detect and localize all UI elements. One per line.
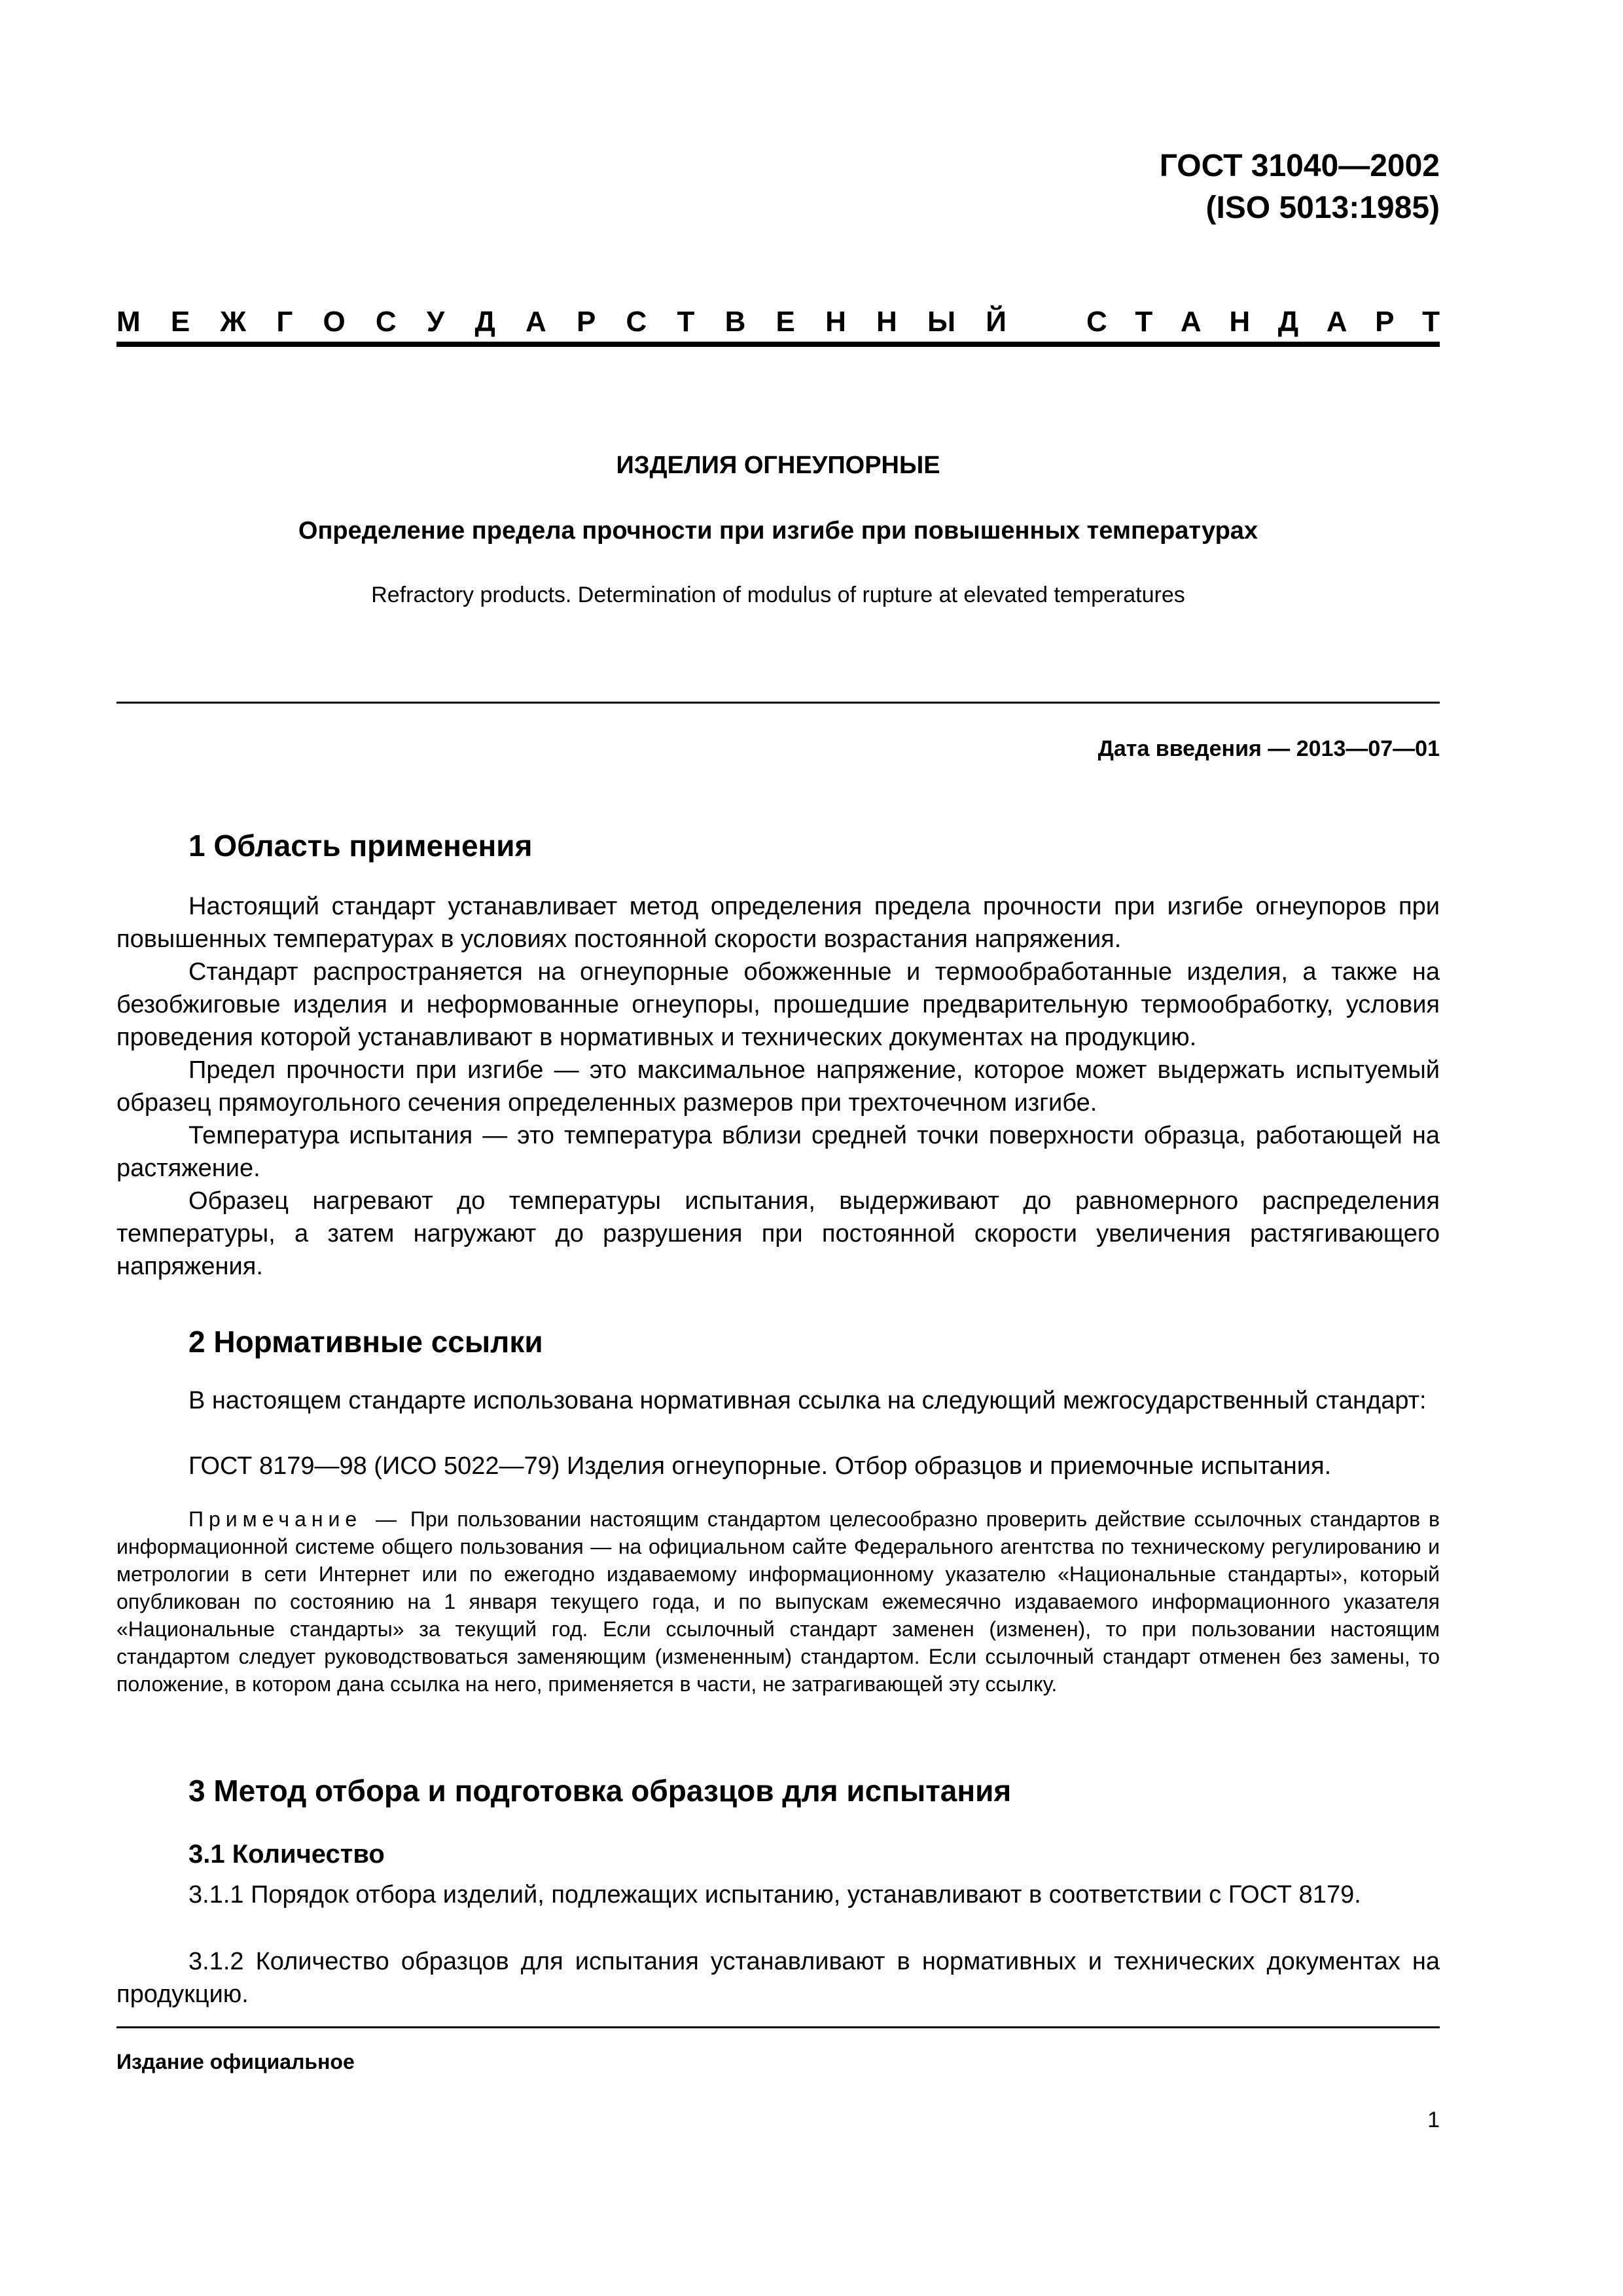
paragraph-text: Образец нагревают до температуры испытания, выдерживают до равномерного распределения температуры, а затем нагружают до разрушения при постоянной скорости увеличения растягивающего напряжения. — [116, 1187, 1440, 1280]
banner-word-interstate — [116, 302, 1007, 342]
banner-letter: Н — [876, 306, 897, 338]
section-3-paragraph — [116, 1878, 1440, 1911]
official-edition-label: Издание официальное — [116, 2050, 355, 2073]
banner-letter: А — [1326, 306, 1347, 338]
banner-letter: М — [116, 306, 141, 338]
section-1-paragraph — [116, 956, 1440, 1054]
banner-letter: Д — [474, 306, 495, 338]
section-3-heading: 3 Метод отбора и подготовка образцов для испытания — [188, 1774, 1012, 1808]
section-2-heading: 2 Нормативные ссылки — [188, 1325, 543, 1359]
introduction-date: Дата введения — 2013—07—01 — [1097, 736, 1440, 761]
paragraph-text: 3.1.1 Порядок отбора изделий, подлежащих испытанию, устанавливают в соответствии с ГОСТ 8179. — [188, 1881, 1361, 1909]
header-rule — [116, 702, 1440, 704]
banner-letter: Т — [1135, 306, 1153, 338]
banner-rule — [116, 342, 1440, 347]
banner-letter: Й — [986, 306, 1007, 338]
banner-letter: С — [375, 306, 397, 338]
section-2-paragraph — [116, 1384, 1440, 1417]
subsection-3-1-heading: 3.1 Количество — [188, 1840, 385, 1869]
section-1-heading: 1 Область применения — [188, 829, 533, 863]
banner-letter: У — [426, 306, 445, 338]
paragraph-text: Настоящий стандарт устанавливает метод определения предела прочности при изгибе огнеупоров при повышенных температурах в условиях постоянной скорости возрастания напряжения. — [116, 893, 1440, 953]
section-2-reference — [116, 1450, 1440, 1482]
banner-letter: Д — [1277, 306, 1299, 338]
banner-word-standard — [1086, 302, 1440, 342]
banner-letter: Г — [276, 306, 293, 338]
section-1-paragraph — [116, 890, 1440, 956]
banner-letter: Ж — [220, 306, 247, 338]
banner-letter: Н — [825, 306, 846, 338]
banner-letter: Ы — [927, 306, 956, 338]
section-1-paragraph — [116, 1054, 1440, 1119]
document-title: ИЗДЕЛИЯ ОГНЕУПОРНЫЕ — [616, 452, 940, 479]
banner-letter: Н — [1229, 306, 1251, 338]
banner-letter: Р — [576, 306, 596, 338]
banner-letter: О — [323, 306, 346, 338]
paragraph-text: В настоящем стандарте использована нормативная ссылка на следующий межгосударственный стандарт: — [188, 1387, 1427, 1414]
note-text: При пользовании настоящим стандартом целесообразно проверить действие ссылочных стандартов в информационной системе общего пользования — на официальном сайте Федерального агентства по техническому регулированию и метрологии в сети Интернет или по ежегодно издаваемому информационному указателю «Национальные стандарты», который опубликован по состоянию на 1 января текущего года, и по выпускам ежемесячно издаваемого информационного указателя «Национальные стандарты» за текущий год. Если ссылочный стандарт заменен (изменен), то при пользовании настоящим стандартом следует руководствоваться заменяющим (измененным) стандартом. Если ссылочный стандарт отменен без замены, то положение, в котором дана ссылка на него, применяется в части, не затрагивающей эту ссылку. — [116, 1507, 1440, 1696]
banner-letter: С — [626, 306, 647, 338]
banner-letter: Е — [170, 306, 190, 338]
iso-code: (ISO 5013:1985) — [1205, 190, 1440, 225]
banner-letter: Т — [1422, 306, 1440, 338]
section-2-note — [116, 1505, 1440, 1698]
banner-letter: В — [724, 306, 746, 338]
paragraph-text: ГОСТ 8179—98 (ИСО 5022—79) Изделия огнеупорные. Отбор образцов и приемочные испытания. — [188, 1452, 1332, 1480]
document-title-english: Refractory products. Determination of modulus of rupture at elevated temperatures — [371, 583, 1185, 607]
banner-letter: Е — [776, 306, 795, 338]
gost-code: ГОСТ 31040—2002 — [1159, 149, 1440, 183]
footer-rule — [116, 2026, 1440, 2028]
banner-letter: С — [1086, 306, 1107, 338]
section-1-paragraph — [116, 1119, 1440, 1185]
note-label: Примечание — — [188, 1507, 402, 1531]
section-3-paragraph — [116, 1945, 1440, 2011]
paragraph-text: Стандарт распространяется на огнеупорные обожженные и термообработанные изделия, а также на безобжиговые изделия и неформованные огнеупоры, прошедшие предварительную термообработку, условия проведения которой устанавливают в нормативных и технических документах на продукцию. — [116, 958, 1440, 1051]
banner-letter: Т — [677, 306, 695, 338]
page-number: 1 — [1427, 2108, 1440, 2132]
paragraph-text: 3.1.2 Количество образцов для испытания устанавливают в нормативных и технических документах на продукцию. — [116, 1948, 1440, 2008]
document-subtitle: Определение предела прочности при изгибе при повышенных температурах — [298, 517, 1258, 545]
banner-letter: А — [1180, 306, 1202, 338]
banner-letter: А — [526, 306, 546, 338]
paragraph-text: Предел прочности при изгибе — это максимальное напряжение, которое может выдержать испытуемый образец прямоугольного сечения определенных размеров при трехточечном изгибе. — [116, 1056, 1440, 1117]
paragraph-text: Температура испытания — это температура вблизи средней точки поверхности образца, работающей на растяжение. — [116, 1122, 1440, 1182]
section-1-paragraph — [116, 1185, 1440, 1283]
interstate-standard-banner — [116, 302, 1440, 342]
banner-letter: Р — [1375, 306, 1395, 338]
